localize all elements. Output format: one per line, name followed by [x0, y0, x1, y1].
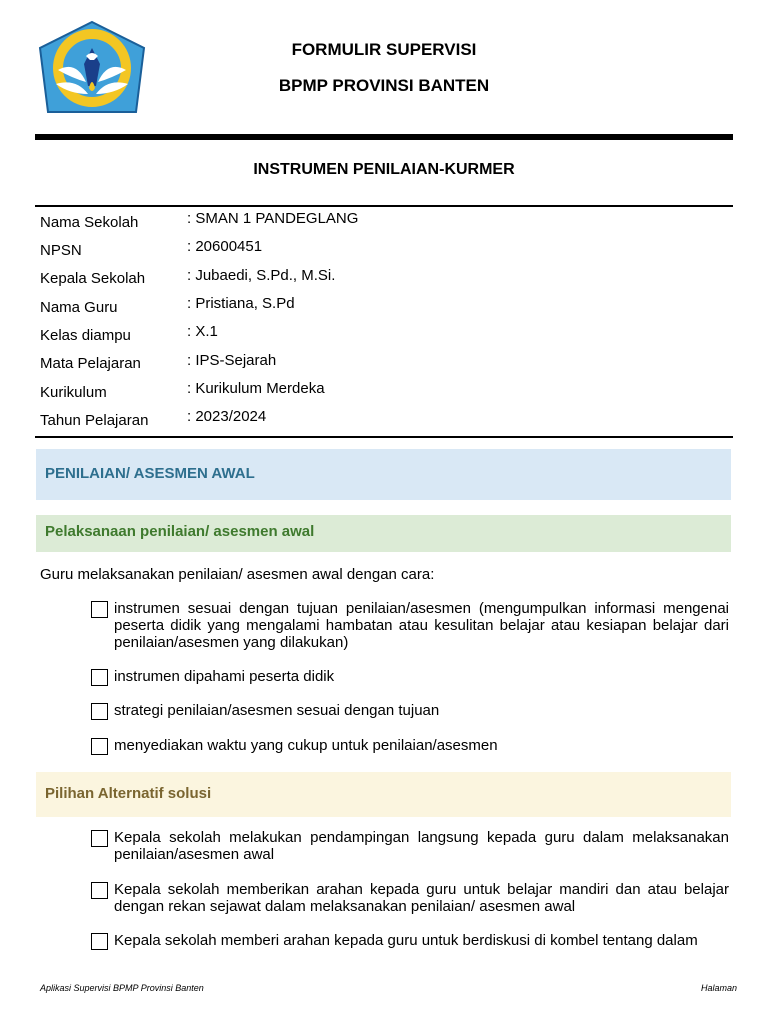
info-bottom-divider: [35, 436, 733, 438]
alternative-item-text: Kepala sekolah memberikan arahan kepada guru untuk belajar mandiri dan atau belajar dengan rekan sejawat dalam melaksanakan penilaian/ asesmen awal: [114, 881, 729, 915]
info-label-nama-guru: Nama Guru: [40, 299, 118, 316]
checklist-item-text: instrumen dipahami peserta didik: [114, 668, 335, 685]
tut-wuri-handayani-logo: [36, 20, 148, 124]
info-value-kurikulum: : Kurikulum Merdeka: [187, 380, 325, 397]
info-label-mata-pelajaran: Mata Pelajaran: [40, 355, 141, 372]
instrument-title: INSTRUMEN PENILAIAN-KURMER: [253, 161, 515, 178]
checklist-item-text: instrumen sesuai dengan tujuan penilaian/asesmen (mengumpulkan informasi mengenai peserta didik yang mengalami hambatan atau kesulitan belajar atau kesiapan belajar dari penilaian/asesmen yang dilakukan): [114, 600, 729, 651]
subsection-title: Pelaksanaan penilaian/ asesmen awal: [45, 523, 315, 540]
form-subtitle: BPMP PROVINSI BANTEN: [278, 76, 490, 95]
checkbox-pendampingan-langsung[interactable]: [91, 830, 108, 847]
alternative-item-text: Kepala sekolah melakukan pendampingan langsung kepada guru dalam melaksanakan penilaian/asesmen awal: [114, 829, 729, 863]
intro-text: Guru melaksanakan penilaian/ asesmen awal dengan cara:: [40, 566, 435, 583]
checkbox-instrumen-sesuai[interactable]: [91, 601, 108, 618]
info-value-kepala-sekolah: : Jubaedi, S.Pd., M.Si.: [187, 267, 336, 284]
header-divider: [35, 134, 733, 140]
info-value-tahun-pelajaran: : 2023/2024: [187, 408, 267, 425]
alternatives-title: Pilihan Alternatif solusi: [45, 785, 212, 802]
info-label-kurikulum: Kurikulum: [40, 384, 107, 401]
checklist-item-text: strategi penilaian/asesmen sesuai dengan tujuan: [114, 702, 440, 719]
info-label-kepala-sekolah: Kepala Sekolah: [40, 270, 146, 287]
checkbox-belajar-mandiri[interactable]: [91, 882, 108, 899]
form-title: FORMULIR SUPERVISI: [291, 40, 477, 59]
footer-app-name: Aplikasi Supervisi BPMP Provinsi Banten: [40, 983, 204, 993]
checkbox-instrumen-dipahami[interactable]: [91, 669, 108, 686]
checklist-item-text: menyediakan waktu yang cukup untuk penilaian/asesmen: [114, 737, 498, 754]
info-value-mata-pelajaran: : IPS-Sejarah: [187, 352, 277, 369]
checkbox-diskusi-kombel[interactable]: [91, 933, 108, 950]
alternative-item-text: Kepala sekolah memberi arahan kepada guru untuk berdiskusi di kombel tentang dalam: [114, 932, 698, 949]
info-label-tahun-pelajaran: Tahun Pelajaran: [40, 412, 149, 429]
info-label-npsn: NPSN: [40, 242, 82, 259]
section-title: PENILAIAN/ ASESMEN AWAL: [45, 465, 255, 482]
info-label-nama-sekolah: Nama Sekolah: [40, 214, 139, 231]
info-value-nama-sekolah: : SMAN 1 PANDEGLANG: [187, 210, 359, 227]
info-value-kelas: : X.1: [187, 323, 218, 340]
footer-page-label: Halaman: [700, 983, 737, 993]
info-top-divider: [35, 205, 733, 207]
info-label-kelas: Kelas diampu: [40, 327, 131, 344]
checkbox-strategi-penilaian[interactable]: [91, 703, 108, 720]
info-value-nama-guru: : Pristiana, S.Pd: [187, 295, 295, 312]
info-value-npsn: : 20600451: [187, 238, 263, 255]
checkbox-waktu-cukup[interactable]: [91, 738, 108, 755]
